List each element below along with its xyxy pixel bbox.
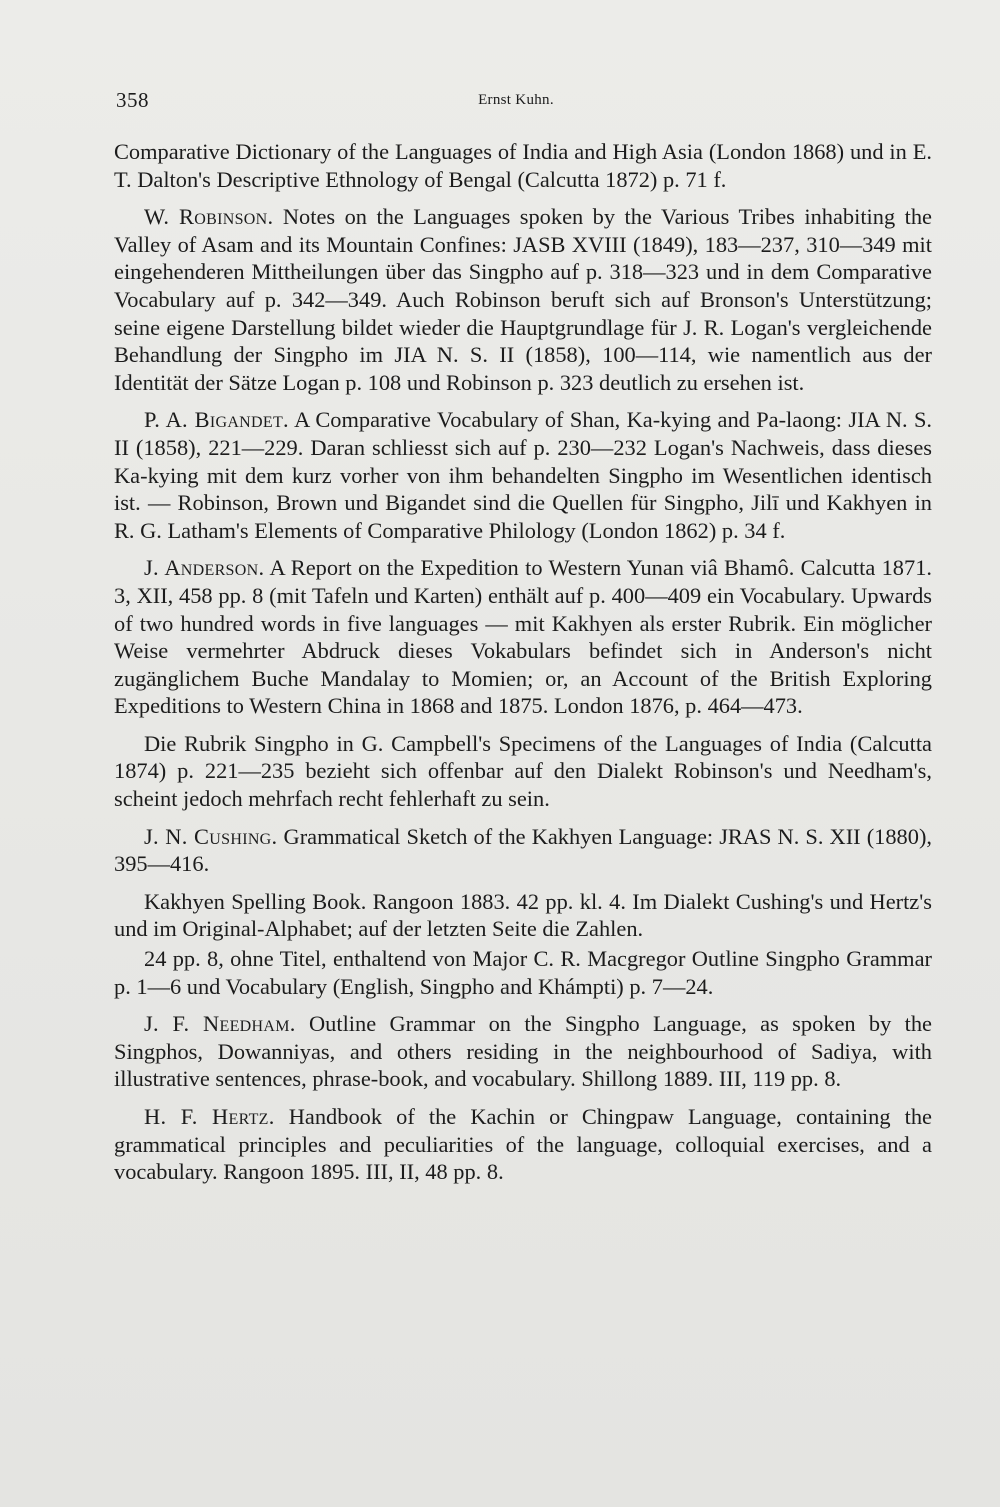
paragraph-lead: H. F. Hertz. — [144, 1104, 275, 1129]
paragraph — [114, 406, 932, 544]
page-header — [116, 88, 916, 118]
paragraph — [114, 823, 932, 878]
paragraph-text: A Report on the Expedition to Western Yunan viâ Bhamô. Calcutta 1871. 3, XII, 458 pp. 8 (mit Tafeln und Karten) enthält auf p. 400—409 ein Vocabulary. Upwards of two hundred words in five languages — mit Kakhyen als erster Rubrik. Ein möglicher Weise vermehrter Abdruck dieses Vokabulars befindet sich in Anderson's nicht zugänglichem Buche Mandalay to Momien; or, an Account of the British Exploring Expeditions to Western China in 1868 and 1875. London 1876, p. 464—473. — [114, 555, 932, 719]
paragraph-lead: P. A. Bigandet. — [144, 407, 289, 433]
body-text — [114, 138, 932, 1186]
paragraph — [114, 945, 932, 1000]
paragraph-text: Grammatical Sketch of the Kakhyen Language: JRAS N. S. XII (1880), 395—416. — [114, 823, 933, 877]
page-number: 358 — [116, 88, 149, 112]
paragraph-text: 24 pp. 8, ohne Titel, enthaltend von Major C. R. Macgregor Outline Singpho Grammar p. 1—6 und Vocabulary (English, Singpho and Khámpti) p. 7—24. — [114, 946, 932, 999]
paragraph-text: Die Rubrik Singpho in G. Campbell's Specimens of the Languages of India (Calcutta 1874) p. 221—235 bezieht sich offenbar auf den Dialekt Robinson's und Needham's, scheint jedoch mehrfach recht fehlerhaft zu sein. — [114, 730, 932, 812]
paragraph-text: Handbook of the Kachin or Chingpaw Language, containing the grammatical principles and peculiarities of the language, colloquial exercises, and a vocabulary. Rangoon 1895. III, II, 48 pp. 8. — [114, 1104, 932, 1185]
paragraph — [114, 730, 932, 813]
paragraph-lead: J. N. Cushing. — [144, 823, 278, 849]
paragraph — [114, 1103, 932, 1186]
paragraph-text: Comparative Dictionary of the Languages of India and High Asia (London 1868) und in E. T. Dalton's Descriptive Ethnology of Bengal (Calcutta 1872) p. 71 f. — [114, 139, 932, 192]
paragraph-lead: W. Robinson. — [144, 204, 274, 230]
paragraph-text: Outline Grammar on the Singpho Language, as spoken by the Singphos, Dowanniyas, and others residing in the neighbourhood of Sadiya, with illustrative sentences, phrase-book, and vocabulary. Shillong 1889. III, 119 pp. 8. — [114, 1011, 932, 1092]
paragraph-text: Notes on the Languages spoken by the Various Tribes inhabiting the Valley of Asam and its Mountain Confines: JASB XVIII (1849), 183—237, 310—349 mit eingehenderen Mittheilungen über das Singpho auf p. 318—323 und in dem Comparative Vocabulary auf p. 342—349. Auch Robinson beruft sich auf Bronson's Unterstützung; seine eigene Darstellung bildet wieder die Hauptgrundlage für J. R. Logan's vergleichende Behandlung der Singpho im JIA N. S. II (1858), 100—114, wie namentlich aus der Identität der Sätze Logan p. 108 und Robinson p. 323 deutlich zu ersehen ist. — [114, 204, 932, 395]
paragraph — [114, 888, 932, 943]
paragraph — [114, 138, 932, 193]
paragraph-text: Kakhyen Spelling Book. Rangoon 1883. 42 pp. kl. 4. Im Dialekt Cushing's und Hertz's und im Original-Alphabet; auf der letzten Seite die Zahlen. — [114, 888, 932, 942]
paragraph — [114, 554, 932, 720]
paragraph-lead: J. F. Needham. — [144, 1011, 296, 1037]
paragraph — [114, 203, 932, 396]
running-head: Ernst Kuhn. — [478, 92, 554, 108]
paragraph-text: A Comparative Vocabulary of Shan, Ka-kying and Pa-laong: JIA N. S. II (1858), 221—229. Daran schliesst sich auf p. 230—232 Logan's Nachweis, dass dieses Ka-kying mit dem kurz vorher von ihm behandelten Singpho im Wesentlichen identisch ist. — Robinson, Brown und Bigandet sind die Quellen für Singpho, Jilī und Kakhyen in R. G. Latham's Elements of Comparative Philology (London 1862) p. 34 f. — [114, 407, 932, 543]
paragraph-lead: J. Anderson. — [144, 555, 265, 581]
paragraph — [114, 1010, 932, 1093]
